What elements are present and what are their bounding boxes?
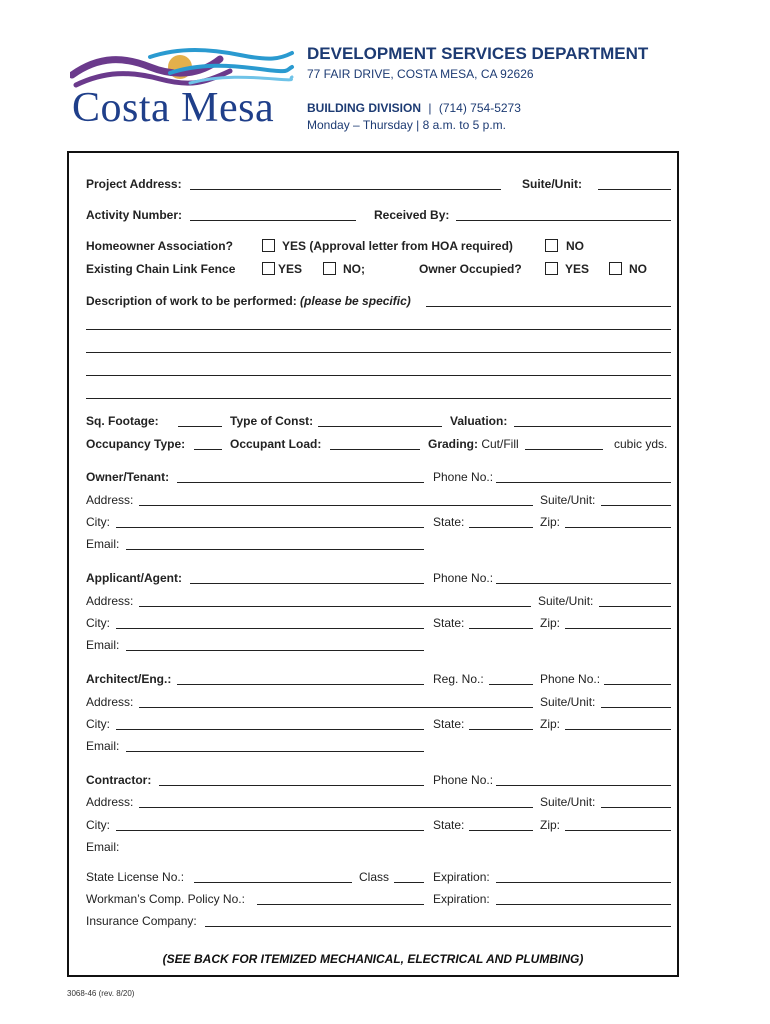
owner-tenant-label: Owner/Tenant: (86, 470, 170, 484)
owner-occupied-yes-label: YES (565, 262, 590, 276)
owner-city-label: City: (86, 515, 110, 529)
owner-zip-field[interactable] (565, 527, 671, 528)
comp-expiration-label: Expiration: (433, 892, 490, 906)
description-label-text: Description of work to be performed: (86, 294, 297, 308)
owner-occupied-label: Owner Occupied? (419, 262, 522, 276)
valuation-field[interactable] (514, 426, 671, 427)
contractor-city-field[interactable] (116, 830, 424, 831)
architect-reg-field[interactable] (489, 684, 533, 685)
applicant-suite-label: Suite/Unit: (538, 594, 594, 608)
type-const-label: Type of Const: (230, 414, 314, 428)
description-line-3[interactable] (86, 352, 671, 353)
contractor-phone-field[interactable] (496, 785, 671, 786)
architect-email-field[interactable] (126, 751, 424, 752)
activity-number-label: Activity Number: (86, 208, 183, 222)
suite-unit-label: Suite/Unit: (522, 177, 582, 191)
license-expiration-field[interactable] (496, 882, 671, 883)
contractor-suite-label: Suite/Unit: (540, 795, 596, 809)
architect-suite-field[interactable] (601, 707, 671, 708)
class-field[interactable] (394, 882, 424, 883)
applicant-city-label: City: (86, 616, 110, 630)
chain-link-yes-checkbox[interactable] (262, 262, 275, 275)
cut-fill-label: Cut/Fill (481, 437, 519, 451)
owner-city-field[interactable] (116, 527, 424, 528)
contractor-phone-label: Phone No.: (433, 773, 494, 787)
department-address: 77 FAIR DRIVE, COSTA MESA, CA 92626 (307, 67, 534, 81)
contractor-city-label: City: (86, 818, 110, 832)
owner-email-label: Email: (86, 537, 120, 551)
description-line-5[interactable] (86, 398, 671, 399)
sq-footage-field[interactable] (178, 426, 222, 427)
owner-occupied-yes-checkbox[interactable] (545, 262, 558, 275)
logo-wordmark: Costa Mesa (72, 85, 275, 131)
contractor-zip-label: Zip: (540, 818, 561, 832)
owner-state-label: State: (433, 515, 465, 529)
applicant-address-field[interactable] (139, 606, 531, 607)
owner-address-field[interactable] (139, 505, 533, 506)
architect-zip-field[interactable] (565, 729, 671, 730)
owner-email-field[interactable] (126, 549, 424, 550)
activity-number-field[interactable] (190, 220, 356, 221)
applicant-zip-field[interactable] (565, 628, 671, 629)
applicant-email-field[interactable] (126, 650, 424, 651)
division-name: BUILDING DIVISION (307, 101, 422, 115)
state-license-label: State License No.: (86, 870, 185, 884)
workmans-comp-field[interactable] (257, 904, 424, 905)
form-number: 3068-46 (rev. 8/20) (67, 989, 135, 998)
type-const-field[interactable] (318, 426, 442, 427)
architect-state-field[interactable] (469, 729, 533, 730)
grading-label-text: Grading: (428, 437, 478, 451)
applicant-address-label: Address: (86, 594, 134, 608)
architect-address-field[interactable] (139, 707, 533, 708)
see-back-note: (SEE BACK FOR ITEMIZED MECHANICAL, ELECTRICAL AND PLUMBING) (162, 952, 584, 966)
contractor-suite-field[interactable] (601, 807, 671, 808)
owner-occupied-no-checkbox[interactable] (609, 262, 622, 275)
separator: | (428, 101, 432, 115)
contractor-address-field[interactable] (139, 807, 533, 808)
architect-email-label: Email: (86, 739, 120, 753)
hoa-no-checkbox[interactable] (545, 239, 558, 252)
division-line (307, 101, 521, 115)
owner-state-field[interactable] (469, 527, 533, 528)
owner-phone-label: Phone No.: (433, 470, 494, 484)
applicant-zip-label: Zip: (540, 616, 561, 630)
received-by-field[interactable] (456, 220, 671, 221)
contractor-state-label: State: (433, 818, 465, 832)
hoa-yes-checkbox[interactable] (262, 239, 275, 252)
hoa-no-label: NO (566, 239, 584, 253)
applicant-phone-label: Phone No.: (433, 571, 494, 585)
chain-link-no-checkbox[interactable] (323, 262, 336, 275)
division-phone: (714) 754-5273 (438, 101, 521, 115)
description-line-2[interactable] (86, 329, 671, 330)
workmans-comp-label: Workman’s Comp. Policy No.: (86, 892, 245, 906)
architect-state-label: State: (433, 717, 465, 731)
applicant-agent-label: Applicant/Agent: (86, 571, 182, 585)
insurance-company-label: Insurance Company: (86, 914, 197, 928)
architect-suite-label: Suite/Unit: (540, 695, 596, 709)
occupancy-type-label: Occupancy Type: (86, 437, 186, 451)
description-label (86, 294, 411, 308)
office-hours: Monday – Thursday | 8 a.m. to 5 p.m. (307, 118, 506, 132)
owner-zip-label: Zip: (540, 515, 561, 529)
architect-city-label: City: (86, 717, 110, 731)
department-title: DEVELOPMENT SERVICES DEPARTMENT (307, 44, 649, 63)
owner-address-label: Address: (86, 493, 134, 507)
project-address-label: Project Address: (86, 177, 182, 191)
architect-address-label: Address: (86, 695, 134, 709)
received-by-label: Received By: (374, 208, 450, 222)
license-expiration-label: Expiration: (433, 870, 490, 884)
description-line-1[interactable] (426, 306, 671, 307)
occupancy-type-field[interactable] (194, 449, 222, 450)
contractor-field[interactable] (159, 785, 424, 786)
valuation-label: Valuation: (450, 414, 508, 428)
applicant-suite-field[interactable] (599, 606, 671, 607)
occupant-load-field[interactable] (330, 449, 420, 450)
applicant-email-label: Email: (86, 638, 120, 652)
applicant-agent-field[interactable] (190, 583, 424, 584)
contractor-label: Contractor: (86, 773, 152, 787)
description-hint: (please be specific) (300, 294, 411, 308)
hoa-label: Homeowner Association? (86, 239, 233, 253)
hoa-yes-label: YES (Approval letter from HOA required) (282, 239, 513, 253)
applicant-state-label: State: (433, 616, 465, 630)
state-license-field[interactable] (194, 882, 352, 883)
comp-expiration-field[interactable] (496, 904, 671, 905)
owner-suite-field[interactable] (601, 505, 671, 506)
grading-label (428, 437, 519, 451)
chain-link-no-label: NO; (343, 262, 365, 276)
contractor-email-label: Email: (86, 840, 120, 854)
applicant-phone-field[interactable] (496, 583, 671, 584)
architect-phone-label: Phone No.: (540, 672, 601, 686)
architect-city-field[interactable] (116, 729, 424, 730)
architect-reg-label: Reg. No.: (433, 672, 484, 686)
architect-eng-label: Architect/Eng.: (86, 672, 172, 686)
cut-fill-field[interactable] (525, 449, 603, 450)
chain-link-yes-label: YES (278, 262, 303, 276)
owner-phone-field[interactable] (496, 482, 671, 483)
suite-unit-field[interactable] (598, 189, 671, 190)
project-address-field[interactable] (190, 189, 501, 190)
occupant-load-label: Occupant Load: (230, 437, 322, 451)
class-label: Class (359, 870, 390, 884)
owner-suite-label: Suite/Unit: (540, 493, 596, 507)
architect-eng-field[interactable] (177, 684, 424, 685)
contractor-zip-field[interactable] (565, 830, 671, 831)
architect-phone-field[interactable] (604, 684, 671, 685)
chain-link-label: Existing Chain Link Fence (86, 262, 236, 276)
insurance-company-field[interactable] (205, 926, 671, 927)
owner-occupied-no-label: NO (629, 262, 647, 276)
applicant-state-field[interactable] (469, 628, 533, 629)
contractor-state-field[interactable] (469, 830, 533, 831)
contractor-address-label: Address: (86, 795, 134, 809)
applicant-city-field[interactable] (116, 628, 424, 629)
sq-footage-label: Sq. Footage: (86, 414, 159, 428)
owner-tenant-field[interactable] (177, 482, 424, 483)
cubic-yds-label: cubic yds. (614, 437, 668, 451)
description-line-4[interactable] (86, 375, 671, 376)
architect-zip-label: Zip: (540, 717, 561, 731)
